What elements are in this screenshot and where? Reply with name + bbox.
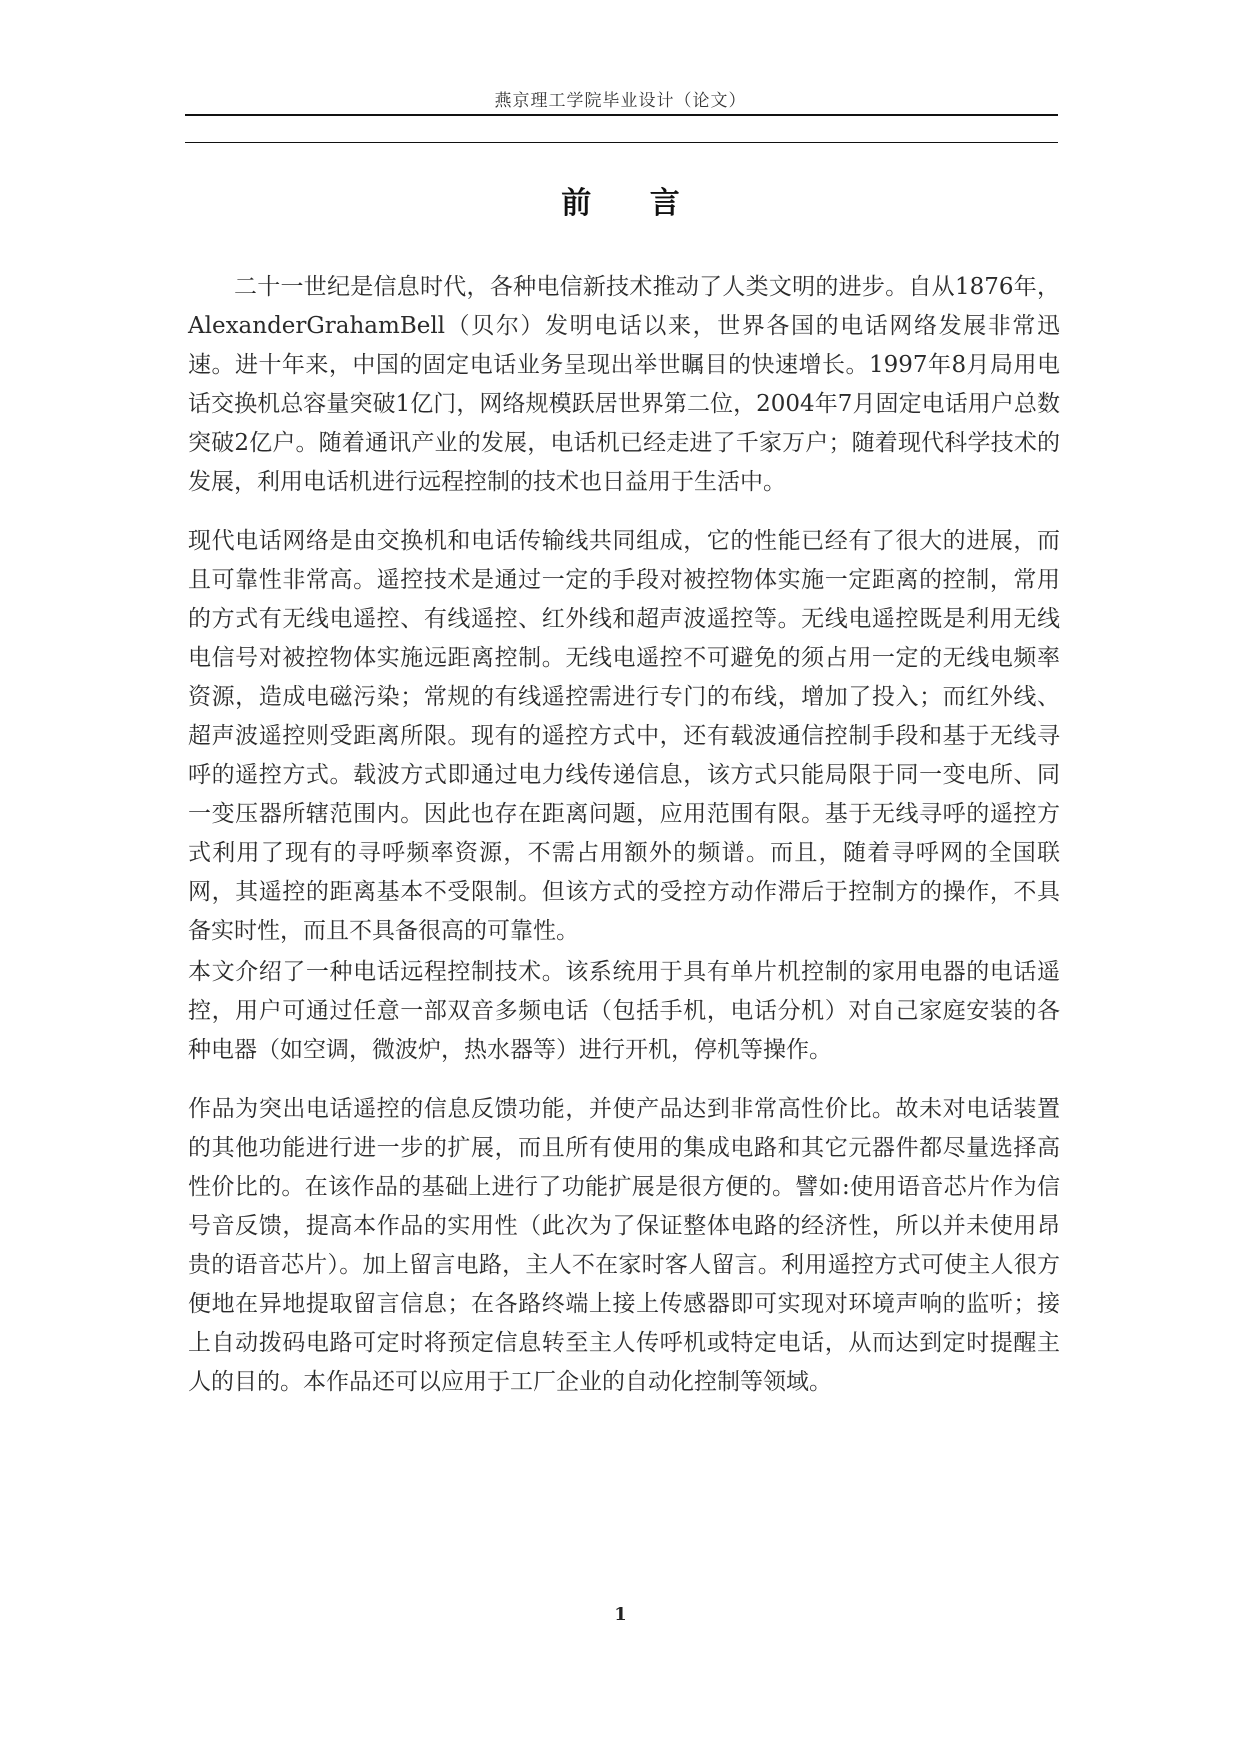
- paragraph-extension: 作品为突出电话遥控的信息反馈功能，并使产品达到非常高性价比。故未对电话装置的其他功能进行进一步的扩展，而且所有使用的集成电路和其它元器件都尽量选择高性价比的。在该作品的基础上进行了功能扩展是很方便的。譬如:使用语音芯片作为信号音反馈，提高本作品的实用性（此次为了保证整体电路的经济性，所以并未使用昂贵的语音芯片）。加上留言电路，主人不在家时客人留言。利用遥控方式可使主人很方便地在异地提取留言信息；在各路终端上接上传感器即可实现对环境声响的监听；接上自动拨码电路可定时将预定信息转至主人传呼机或特定电话，从而达到定时提醒主人的目的。本作品还可以应用于工厂企业的自动化控制等领域。: [188, 1096, 1060, 1395]
- paragraph-system: 本文介绍了一种电话远程控制技术。该系统用于具有单片机控制的家用电器的电话遥控，用户可通过任意一部双音多频电话（包括手机，电话分机）对自己家庭安装的各种电器（如空调，微波炉，热水器等）进行开机，停机等操作。: [188, 959, 1060, 1063]
- header-rule-secondary: [185, 142, 1058, 143]
- document-body: [188, 268, 1060, 1402]
- paragraph-intro: 二十一世纪是信息时代，各种电信新技术推动了人类文明的进步。自从1876年，AlexanderGrahamBell（贝尔）发明电话以来，世界各国的电话网络发展非常迅速。进十年来，中国的固定电话业务呈现出举世瞩目的快速增长。1997年8月局用电话交换机总容量突破1亿门，网络规模跃居世界第二位，2004年7月固定电话用户总数突破2亿户。随着通讯产业的发展，电话机已经走进了千家万户；随着现代科学技术的发展，利用电话机进行远程控制的技术也日益用于生活中。: [188, 274, 1060, 495]
- paragraph-remote-control: 现代电话网络是由交换机和电话传输线共同组成，它的性能已经有了很大的进展，而且可靠性非常高。遥控技术是通过一定的手段对被控物体实施一定距离的控制，常用的方式有无线电遥控、有线遥控、红外线和超声波遥控等。无线电遥控既是利用无线电信号对被控物体实施远距离控制。无线电遥控不可避免的须占用一定的无线电频率资源，造成电磁污染；常规的有线遥控需进行专门的布线，增加了投入；而红外线、超声波遥控则受距离所限。现有的遥控方式中，还有载波通信控制手段和基于无线寻呼的遥控方式。载波方式即通过电力线传递信息，该方式只能局限于同一变电所、同一变压器所辖范围内。因此也存在距离问题，应用范围有限。基于无线寻呼的遥控方式利用了现有的寻呼频率资源，不需占用额外的频谱。而且，随着寻呼网的全国联网，其遥控的距离基本不受限制。但该方式的受控方动作滞后于控制方的操作，不具备实时性，而且不具备很高的可靠性。: [188, 528, 1060, 944]
- page-header: 燕京理工学院毕业设计（论文）: [494, 91, 747, 111]
- section-title: 前 言: [561, 186, 704, 221]
- page-number: 1: [614, 1604, 627, 1625]
- header-rule: [185, 114, 1058, 116]
